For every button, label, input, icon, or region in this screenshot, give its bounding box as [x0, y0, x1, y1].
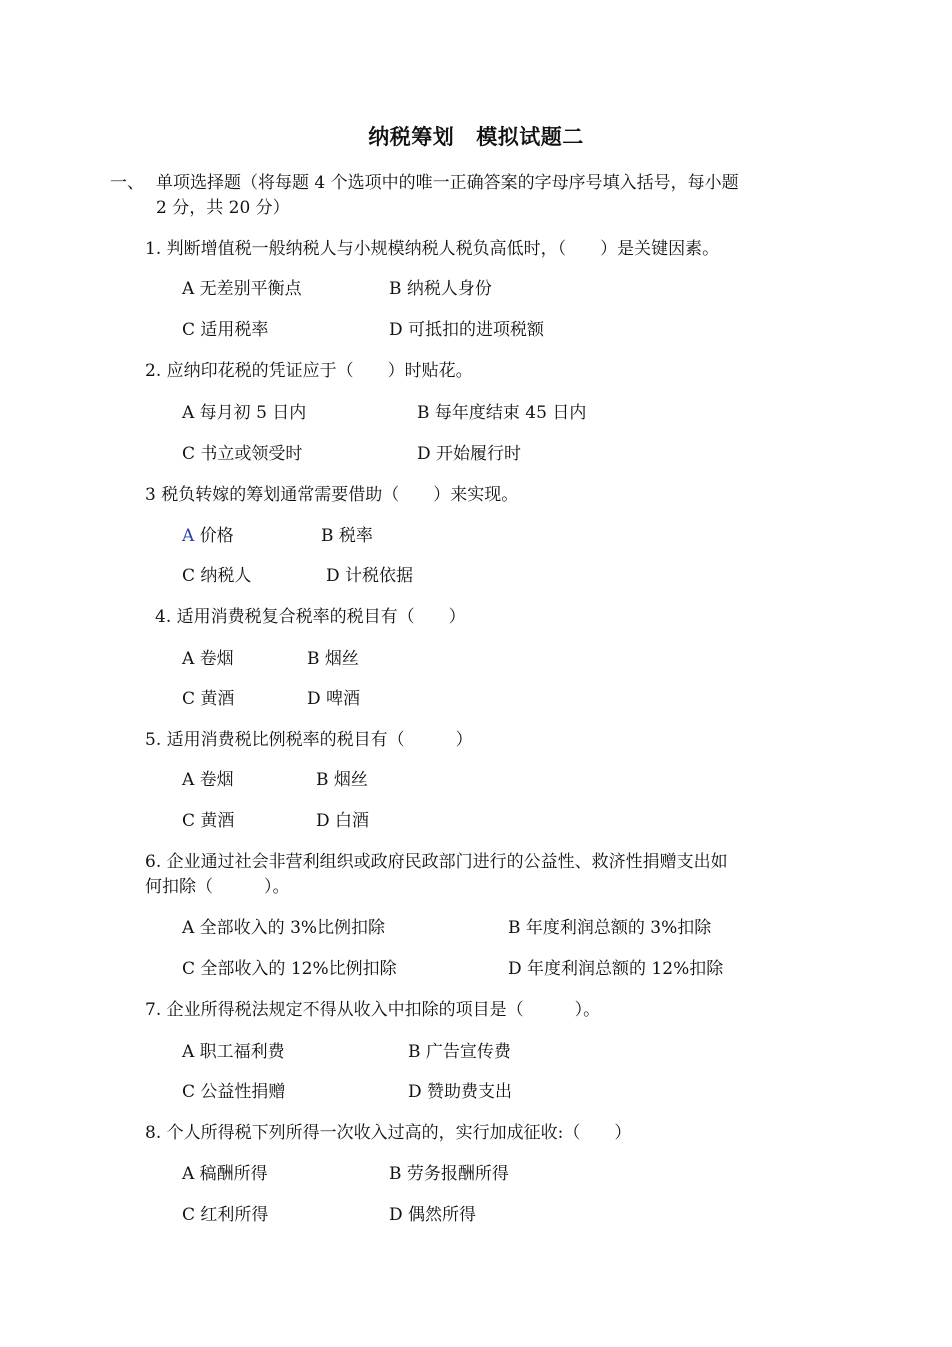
question-1-option-b: B 纳税人身份: [389, 279, 492, 299]
question-5-option-d: D 白酒: [316, 811, 370, 831]
question-8-option-c: C 红利所得: [182, 1205, 269, 1225]
question-2-option-a: A 每月初 5 日内: [182, 403, 307, 423]
question-2-option-d: D 开始履行时: [417, 444, 522, 464]
question-4-option-a: A 卷烟: [182, 649, 234, 669]
page-title: [0, 121, 952, 151]
question-2-option-b: B 每年度结束 45 日内: [417, 403, 587, 423]
question-4-text: 4. 适用消费税复合税率的税目有（ ）: [155, 607, 466, 627]
question-3-option-d: D 计税依据: [326, 566, 414, 586]
question-3-text: 3 税负转嫁的筹划通常需要借助（ ）来实现。: [145, 485, 519, 505]
question-2-option-c: C 书立或领受时: [182, 444, 303, 464]
question-8-text: 8. 个人所得税下列所得一次收入过高的，实行加成征收:（ ）: [145, 1123, 632, 1143]
question-8-option-d: D 偶然所得: [389, 1205, 477, 1225]
question-7-option-b: B 广告宣传费: [408, 1042, 511, 1062]
question-6-option-d: D 年度利润总额的 12%扣除: [508, 959, 724, 979]
question-7-option-c: C 公益性捐赠: [182, 1082, 286, 1102]
question-7-option-a: A 职工福利费: [182, 1042, 285, 1062]
question-6-option-a: A 全部收入的 3%比例扣除: [182, 918, 386, 938]
question-1-option-d: D 可抵扣的进项税额: [389, 320, 545, 340]
question-6-option-b: B 年度利润总额的 3%扣除: [508, 918, 712, 938]
question-5-option-b: B 烟丝: [316, 770, 368, 790]
question-4-option-c: C 黄酒: [182, 689, 235, 709]
question-3-option-a: [182, 524, 234, 548]
question-3-option-a-label: 价格: [199, 526, 234, 546]
question-6-text-line2: 何扣除（ ）。: [145, 877, 290, 897]
question-8-option-b: B 劳务报酬所得: [389, 1164, 509, 1184]
section-heading-line1: 单项选择题（将每题 4 个选项中的唯一正确答案的字母序号填入括号，每小题: [156, 173, 739, 193]
question-5-option-a: A 卷烟: [182, 770, 234, 790]
section-heading-line2: 2 分，共 20 分）: [156, 198, 290, 218]
question-7-option-d: D 赞助费支出: [408, 1082, 513, 1102]
question-4-option-b: B 烟丝: [307, 649, 359, 669]
question-5-option-c: C 黄酒: [182, 811, 235, 831]
question-2-text: 2. 应纳印花税的凭证应于（ ）时贴花。: [145, 361, 473, 381]
question-5-text: 5. 适用消费税比例税率的税目有（ ）: [145, 730, 473, 750]
question-1-option-c: C 适用税率: [182, 320, 269, 340]
question-4-option-d: D 啤酒: [307, 689, 361, 709]
question-6-option-c: C 全部收入的 12%比例扣除: [182, 959, 397, 979]
question-6-text-line1: 6. 企业通过社会非营利组织或政府民政部门进行的公益性、救济性捐赠支出如: [145, 852, 728, 872]
question-3-option-c: C 纳税人: [182, 566, 252, 586]
question-7-text: 7. 企业所得税法规定不得从收入中扣除的项目是（ ）。: [145, 1000, 601, 1020]
question-3-option-a-letter: A: [182, 526, 195, 546]
question-3-option-b: B 税率: [321, 526, 373, 546]
section-number: 一、: [110, 173, 144, 193]
title-part2: 模拟试题二: [476, 125, 584, 149]
question-1-option-a: A 无差别平衡点: [182, 279, 302, 299]
question-8-option-a: A 稿酬所得: [182, 1164, 268, 1184]
title-part1: 纳税筹划: [368, 125, 455, 149]
question-1-text: 1. 判断增值税一般纳税人与小规模纳税人税负高低时，（ ）是关键因素。: [145, 239, 720, 259]
